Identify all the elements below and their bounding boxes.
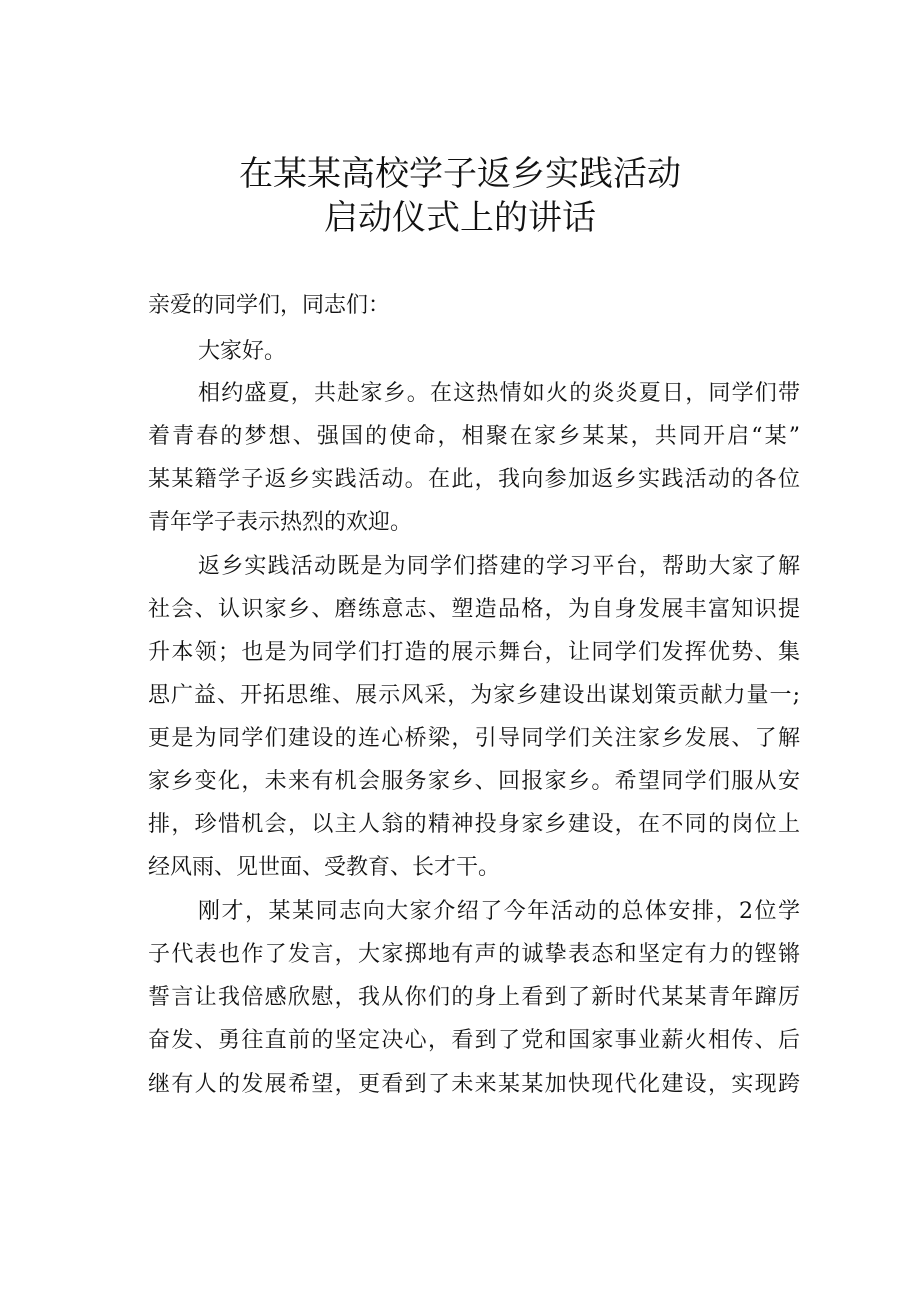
paragraph-line: 奋发、勇往直前的坚定决心，看到了党和国家事业薪火相传、后 (148, 1028, 800, 1053)
paragraph-line: 思广益、开拓思维、展示风采，为家乡建设出谋划策贡献力量一; (148, 683, 800, 708)
paragraph-line: 继有人的发展希望，更看到了未来某某加快现代化建设，实现跨 (148, 1072, 800, 1097)
paragraph-line: 返乡实践活动既是为同学们搭建的学习平台，帮助大家了解 (198, 554, 800, 579)
paragraph-line: 大家好。 (198, 339, 287, 364)
paragraph-line: 相约盛夏，共赴家乡。在这热情如火的炎炎夏日，同学们带 (198, 381, 800, 406)
paragraph-line: 子代表也作了发言，大家掷地有声的诚挚表态和坚定有力的铿锵 (148, 942, 800, 967)
paragraph-line: 刚才，某某同志向大家介绍了今年活动的总体安排，2位学 (198, 899, 800, 924)
paragraph-line: 家乡变化，未来有机会服务家乡、回报家乡。希望同学们服从安 (148, 769, 800, 794)
title-line-2: 启动仪式上的讲话 (324, 198, 596, 238)
paragraph-line: 某某籍学子返乡实践活动。在此，我向参加返乡实践活动的各位 (148, 467, 800, 492)
document-title (0, 152, 920, 240)
paragraph-line: 社会、认识家乡、磨练意志、塑造品格，为自身发展丰富知识提 (148, 597, 800, 622)
paragraph-line: 着青春的梦想、强国的使命，相聚在家乡某某，共同开启“某” (148, 424, 800, 449)
paragraph-line: 经风雨、见世面、受教育、长才干。 (148, 855, 501, 880)
paragraph-line: 升本领；也是为同学们打造的展示舞台，让同学们发挥优势、集 (148, 640, 800, 665)
paragraph-line: 青年学子表示热烈的欢迎。 (148, 510, 413, 535)
paragraph-line: 排，珍惜机会，以主人翁的精神投身家乡建设，在不同的岗位上 (148, 812, 800, 837)
paragraph-line: 更是为同学们建设的连心桥梁，引导同学们关注家乡发展、了解 (148, 726, 800, 751)
title-line-1: 在某某高校学子返乡实践活动 (239, 154, 681, 194)
paragraph-line: 誓言让我倍感欣慰，我从你们的身上看到了新时代某某青年蹿厉 (148, 985, 800, 1010)
salutation: 亲爱的同学们，同志们： (148, 293, 391, 318)
